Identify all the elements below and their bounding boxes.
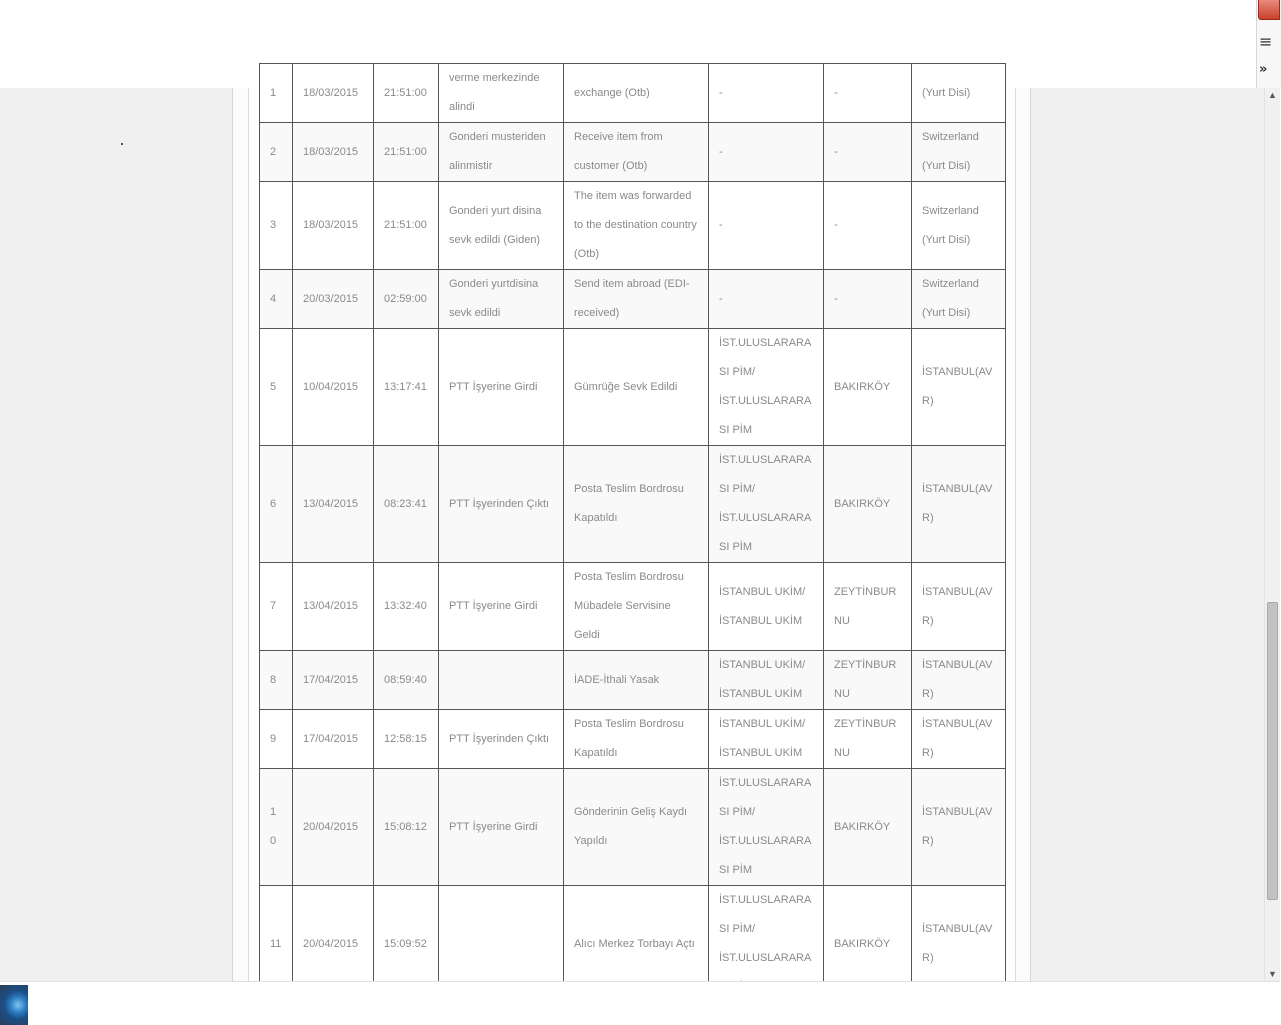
table-row	[260, 329, 1006, 446]
table-row	[260, 769, 1006, 886]
event-tr-cell: Gonderi yurt disina sevk edildi (Giden)	[439, 182, 564, 270]
scroll-down-arrow-icon[interactable]: ▼	[1268, 969, 1277, 979]
district-cell: ZEYTİNBURNU	[824, 651, 912, 710]
event-en-cell: İADE-İthali Yasak	[564, 651, 709, 710]
event-en-cell: Posta Teslim Bordrosu Kapatıldı	[564, 446, 709, 563]
date-cell: 17/04/2015	[293, 651, 374, 710]
date-cell: 18/03/2015	[293, 64, 374, 123]
date-cell: 18/03/2015	[293, 123, 374, 182]
date-cell: 17/04/2015	[293, 710, 374, 769]
time-cell: 13:17:41	[374, 329, 439, 446]
table-row	[260, 64, 1006, 123]
row-number: 3	[260, 182, 293, 270]
district-cell: BAKIRKÖY	[824, 769, 912, 886]
district-cell: ZEYTİNBURNU	[824, 563, 912, 651]
date-cell: 20/03/2015	[293, 270, 374, 329]
event-en-cell: exchange (Otb)	[564, 64, 709, 123]
date-cell: 20/04/2015	[293, 886, 374, 1003]
location-cell: İSTANBUL(AVR)	[912, 886, 1006, 1003]
row-number: 9	[260, 710, 293, 769]
row-number: 2	[260, 123, 293, 182]
event-en-cell: Posta Teslim Bordrosu Mübadele Servisine Geldi	[564, 563, 709, 651]
event-en-cell: Send item abroad (EDI-received)	[564, 270, 709, 329]
close-icon[interactable]	[1258, 0, 1280, 20]
menu-icon[interactable]: ≡	[1259, 32, 1273, 51]
office-cell: -	[709, 270, 824, 329]
event-tr-cell: Gonderi yurtdisina sevk edildi	[439, 270, 564, 329]
scroll-thumb[interactable]	[1267, 602, 1278, 900]
table-row	[260, 563, 1006, 651]
location-cell: İSTANBUL(AVR)	[912, 769, 1006, 886]
location-cell: İSTANBUL(AVR)	[912, 329, 1006, 446]
event-tr-cell: PTT İşyerine Girdi	[439, 769, 564, 886]
event-tr-cell: verme merkezinde alindi	[439, 64, 564, 123]
scroll-up-arrow-icon[interactable]: ▲	[1268, 90, 1277, 100]
district-cell: BAKIRKÖY	[824, 329, 912, 446]
event-tr-cell: PTT İşyerinden Çıktı	[439, 710, 564, 769]
event-en-cell: The item was forwarded to the destination country (Otb)	[564, 182, 709, 270]
date-cell: 10/04/2015	[293, 329, 374, 446]
office-cell: -	[709, 182, 824, 270]
office-cell: -	[709, 64, 824, 123]
time-cell: 13:32:40	[374, 563, 439, 651]
windows-start-icon[interactable]	[0, 985, 28, 1025]
taskbar	[0, 981, 1280, 1024]
district-cell: -	[824, 64, 912, 123]
event-en-cell: Gümrüğe Sevk Edildi	[564, 329, 709, 446]
row-number: 10	[260, 769, 293, 886]
table-row	[260, 446, 1006, 563]
office-cell: İST.ULUSLARARASI PİM/ İST.ULUSLARARASI PİM	[709, 329, 824, 446]
row-number: 7	[260, 563, 293, 651]
event-en-cell: Posta Teslim Bordrosu Kapatıldı	[564, 710, 709, 769]
vertical-scrollbar[interactable]	[1264, 88, 1280, 981]
location-cell: İSTANBUL(AVR)	[912, 563, 1006, 651]
time-cell: 12:58:15	[374, 710, 439, 769]
date-cell: 13/04/2015	[293, 446, 374, 563]
location-cell: Switzerland (Yurt Disi)	[912, 182, 1006, 270]
office-cell: İST.ULUSLARARASI PİM/ İST.ULUSLARARASI PİM	[709, 769, 824, 886]
district-cell: -	[824, 123, 912, 182]
event-tr-cell	[439, 651, 564, 710]
event-tr-cell: PTT İşyerine Girdi	[439, 329, 564, 446]
row-number: 11	[260, 886, 293, 1003]
district-cell: ZEYTİNBURNU	[824, 710, 912, 769]
office-cell: İST.ULUSLARARASI PİM/ İST.ULUSLARARA	[709, 886, 824, 1003]
table-row	[260, 123, 1006, 182]
event-en-cell: Gönderinin Geliş Kaydı Yapıldı	[564, 769, 709, 886]
office-cell: İSTANBUL UKİM/ İSTANBUL UKİM	[709, 563, 824, 651]
district-cell: BAKIRKÖY	[824, 886, 912, 1003]
district-cell: BAKIRKÖY	[824, 446, 912, 563]
stray-dot	[121, 143, 123, 145]
event-tr-cell: PTT İşyerinden Çıktı	[439, 446, 564, 563]
date-cell: 13/04/2015	[293, 563, 374, 651]
date-cell: 20/04/2015	[293, 769, 374, 886]
time-cell: 02:59:00	[374, 270, 439, 329]
time-cell: 21:51:00	[374, 64, 439, 123]
event-en-cell: Alıcı Merkez Torbayı Açtı	[564, 886, 709, 1003]
office-cell: İSTANBUL UKİM/ İSTANBUL UKİM	[709, 651, 824, 710]
location-cell: Switzerland (Yurt Disi)	[912, 123, 1006, 182]
office-cell: İST.ULUSLARARASI PİM/ İST.ULUSLARARASI PİM	[709, 446, 824, 563]
location-cell: İSTANBUL(AVR)	[912, 446, 1006, 563]
row-number: 4	[260, 270, 293, 329]
time-cell: 21:51:00	[374, 182, 439, 270]
row-number: 8	[260, 651, 293, 710]
location-cell: Switzerland (Yurt Disi)	[912, 270, 1006, 329]
time-cell: 21:51:00	[374, 123, 439, 182]
date-cell: 18/03/2015	[293, 182, 374, 270]
district-cell: -	[824, 270, 912, 329]
table-row	[260, 651, 1006, 710]
table-row	[260, 182, 1006, 270]
row-number: 5	[260, 329, 293, 446]
event-tr-cell: Gonderi musteriden alinmistir	[439, 123, 564, 182]
district-cell: -	[824, 182, 912, 270]
office-cell: İSTANBUL UKİM/ İSTANBUL UKİM	[709, 710, 824, 769]
tracking-table	[259, 63, 1006, 1003]
time-cell: 15:08:12	[374, 769, 439, 886]
table-row	[260, 270, 1006, 329]
location-cell: (Yurt Disi)	[912, 64, 1006, 123]
row-number: 6	[260, 446, 293, 563]
table-row	[260, 710, 1006, 769]
time-cell: 08:59:40	[374, 651, 439, 710]
time-cell: 08:23:41	[374, 446, 439, 563]
event-en-cell: Receive item from customer (Otb)	[564, 123, 709, 182]
location-cell: İSTANBUL(AVR)	[912, 651, 1006, 710]
time-cell: 15:09:52	[374, 886, 439, 1003]
chevron-right-icon[interactable]: »	[1259, 62, 1268, 77]
location-cell: İSTANBUL(AVR)	[912, 710, 1006, 769]
event-tr-cell: PTT İşyerine Girdi	[439, 563, 564, 651]
page-background	[0, 72, 1264, 981]
office-cell: -	[709, 123, 824, 182]
row-number: 1	[260, 64, 293, 123]
tracking-table-body	[260, 64, 1006, 1003]
